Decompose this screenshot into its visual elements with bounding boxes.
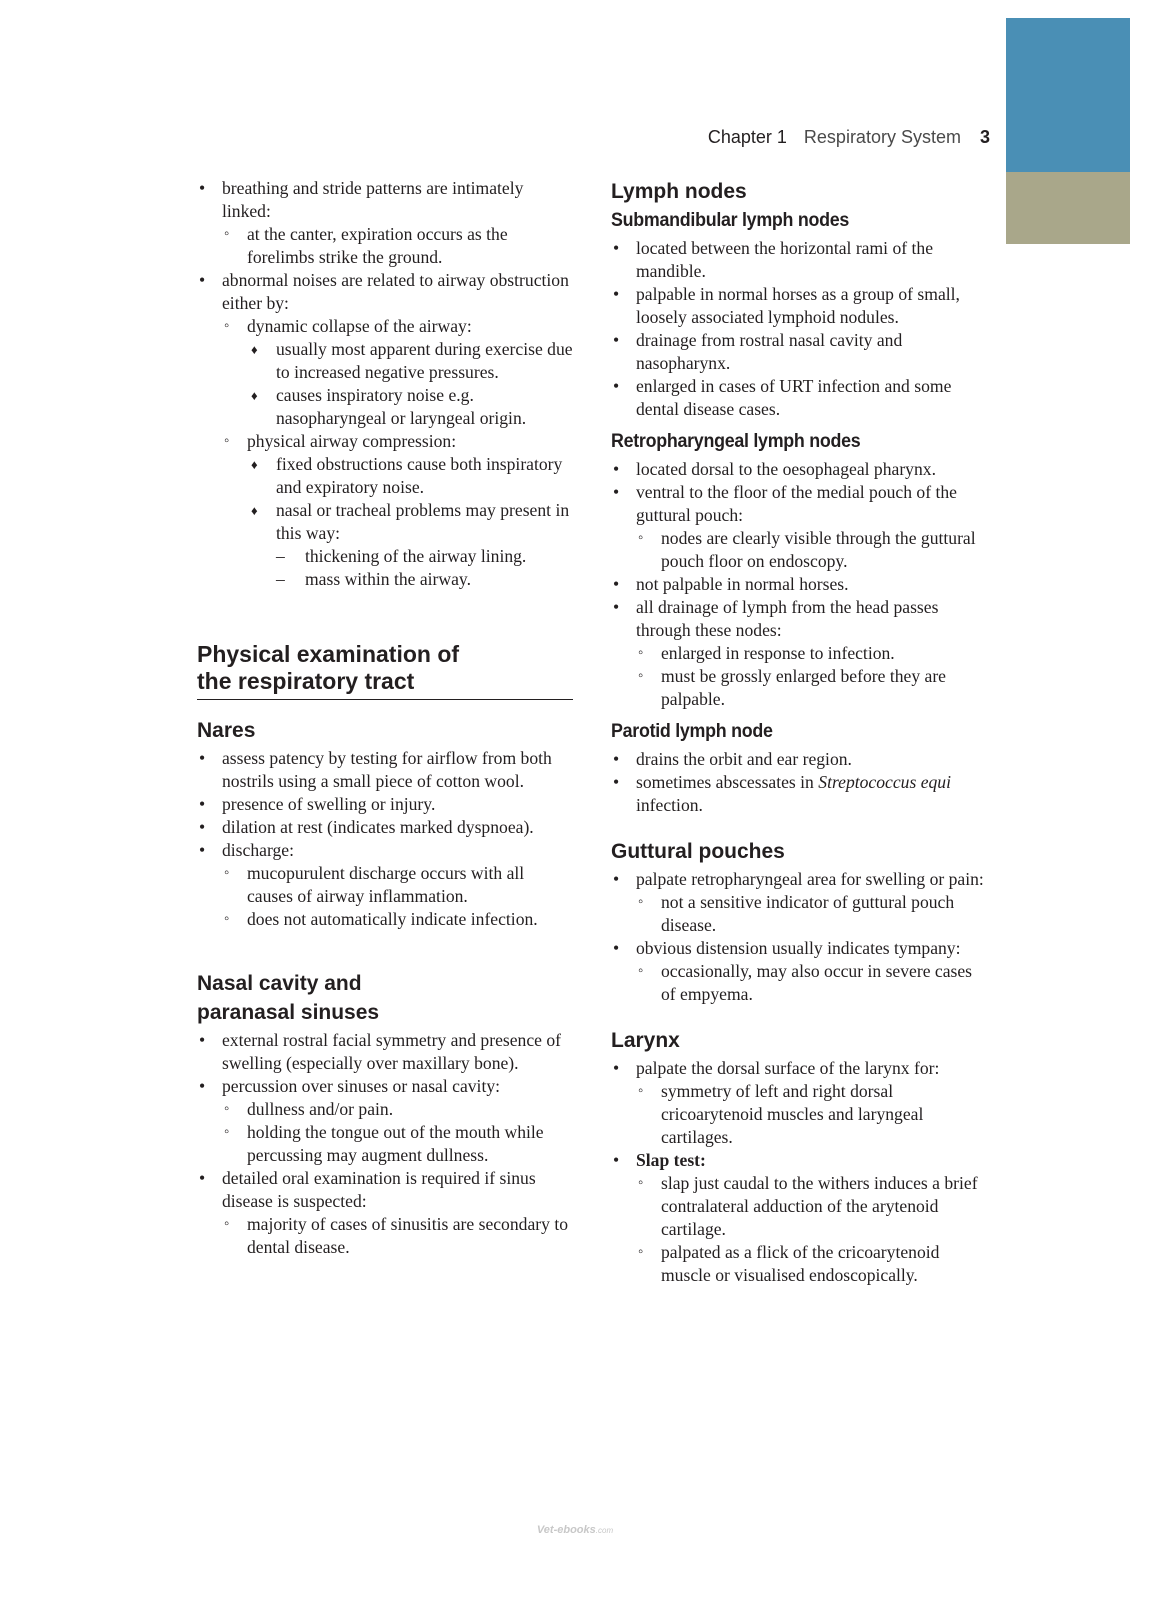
heading-larynx: Larynx — [611, 1029, 680, 1052]
list-item: • located between the horizontal rami of the mandible. — [611, 237, 988, 283]
section-label: Respiratory System — [803, 127, 961, 147]
list-item: • sometimes abscessates in Streptococcus equi infection. — [611, 771, 988, 817]
chapter-label: Chapter 1 — [707, 127, 787, 147]
watermark-logo: Vet-ebooks.com — [536, 1524, 614, 1536]
slap-test-label: Slap test: — [636, 1150, 706, 1170]
list-item: • enlarged in cases of URT infection and some dental disease cases. — [611, 375, 988, 421]
list-item: ◦ symmetry of left and right dorsal cricoarytenoid muscles and laryngeal cartilages. — [636, 1080, 988, 1149]
parotid-list — [611, 748, 988, 817]
list-item: ♦ causes inspiratory noise e.g. nasopharyngeal or laryngeal origin. — [247, 384, 573, 430]
heading-nasal-cavity: Nasal cavity and paranasal sinuses — [197, 972, 380, 1024]
heading-retropharyngeal: Retropharyngeal lymph nodes — [611, 431, 861, 452]
list-item: ♦ usually most apparent during exercise due to increased negative pressures. — [247, 338, 573, 384]
guttural-list — [611, 868, 988, 1006]
chapter-tab-blue — [1006, 18, 1130, 172]
submandibular-list — [611, 237, 988, 421]
list-item: ◦ palpated as a flick of the cricoarytenoid muscle or visualised endoscopically. — [636, 1241, 988, 1287]
list-item: ◦ slap just caudal to the withers induces a brief contralateral adduction of the arytenoid cartilage. — [636, 1172, 988, 1241]
list-item: ◦ majority of cases of sinusitis are secondary to dental disease. — [222, 1213, 573, 1259]
list-item: • dilation at rest (indicates marked dyspnoea). — [197, 816, 573, 839]
running-head — [600, 127, 990, 148]
list-item: • drains the orbit and ear region. — [611, 748, 988, 771]
heading-parotid: Parotid lymph node — [611, 721, 773, 742]
larynx-list — [611, 1057, 988, 1287]
list-item: • external rostral facial symmetry and presence of swelling (especially over maxillary bone). — [197, 1029, 573, 1075]
list-item: ◦ mucopurulent discharge occurs with all causes of airway inflammation. — [222, 862, 573, 908]
list-item: ♦ fixed obstructions cause both inspiratory and expiratory noise. — [247, 453, 573, 499]
list-item: ◦ dullness and/or pain. — [222, 1098, 573, 1121]
list-item: • obvious distension usually indicates tympany: ◦ occasionally, may also occur in severe cases of empyema. — [611, 937, 988, 1006]
intro-list — [197, 177, 573, 591]
left-column — [197, 177, 573, 1259]
list-item: ◦ enlarged in response to infection. — [636, 642, 988, 665]
list-item: ◦ holding the tongue out of the mouth while percussing may augment dullness. — [222, 1121, 573, 1167]
list-item: ◦ physical airway compression: ♦ fixed obstructions cause both inspiratory and expiratory noise. ♦ nasal or tracheal problems may present in this way: – thickening of the airway lining. – mass within the airway. — [222, 430, 573, 591]
list-item: ◦ occasionally, may also occur in severe cases of empyema. — [636, 960, 988, 1006]
heading-guttural-pouches: Guttural pouches — [611, 840, 785, 863]
heading-lymph-nodes: Lymph nodes — [611, 180, 747, 203]
list-item: ◦ at the canter, expiration occurs as the forelimbs strike the ground. — [222, 223, 573, 269]
species-name: Streptococcus equi — [818, 772, 951, 792]
list-item: • not palpable in normal horses. — [611, 573, 988, 596]
list-item: • percussion over sinuses or nasal cavity: ◦ dullness and/or pain. ◦ holding the tongue out of the mouth while percussing may augment dullness. — [197, 1075, 573, 1167]
list-item: ◦ not a sensitive indicator of guttural pouch disease. — [636, 891, 988, 937]
list-item: ◦ must be grossly enlarged before they are palpable. — [636, 665, 988, 711]
list-item: • abnormal noises are related to airway obstruction either by: ◦ dynamic collapse of the airway: ♦ usually most apparent during exercise due to increased negative pressures. ♦ causes inspiratory noise e.g. nasopharyngeal or laryngeal origin. ◦ physical airway compression: ♦ fixed obstructions cause both inspiratory and expiratory noise. ♦ nasal or tracheal problems may present in this way: – thickening of the airway lining. – mass within the airway. — [197, 269, 573, 591]
list-item: • assess patency by testing for airflow from both nostrils using a small piece of cotton wool. — [197, 747, 573, 793]
list-item: • drainage from rostral nasal cavity and nasopharynx. — [611, 329, 988, 375]
right-column — [611, 177, 988, 1287]
list-item: • palpable in normal horses as a group of small, loosely associated lymphoid nodules. — [611, 283, 988, 329]
heading-submandibular: Submandibular lymph nodes — [611, 210, 850, 231]
list-item: • breathing and stride patterns are intimately linked: ◦ at the canter, expiration occurs as the forelimbs strike the ground. — [197, 177, 573, 269]
list-item: – thickening of the airway lining. — [276, 545, 573, 568]
list-item: – mass within the airway. — [276, 568, 573, 591]
list-item: • discharge: ◦ mucopurulent discharge occurs with all causes of airway inflammation. ◦ does not automatically indicate infection. — [197, 839, 573, 931]
list-item: ◦ nodes are clearly visible through the guttural pouch floor on endoscopy. — [636, 527, 988, 573]
nares-list — [197, 747, 573, 931]
list-item: • palpate retropharyngeal area for swelling or pain: ◦ not a sensitive indicator of guttural pouch disease. — [611, 868, 988, 937]
heading-nares: Nares — [197, 719, 256, 742]
retropharyngeal-list — [611, 458, 988, 711]
nasal-list — [197, 1029, 573, 1259]
list-item: ◦ dynamic collapse of the airway: ♦ usually most apparent during exercise due to increased negative pressures. ♦ causes inspiratory noise e.g. nasopharyngeal or laryngeal origin. — [222, 315, 573, 430]
chapter-tab-tan — [1006, 172, 1130, 244]
list-item: • palpate the dorsal surface of the larynx for: ◦ symmetry of left and right dorsal cricoarytenoid muscles and laryngeal cartilages. — [611, 1057, 988, 1149]
list-item: ◦ does not automatically indicate infection. — [222, 908, 573, 931]
list-item: • all drainage of lymph from the head passes through these nodes: ◦ enlarged in response to infection. ◦ must be grossly enlarged before they are palpable. — [611, 596, 988, 711]
section-heading-physical-examination: Physical examination of the respiratory tract — [197, 641, 573, 700]
list-item: ♦ nasal or tracheal problems may present in this way: – thickening of the airway lining. – mass within the airway. — [247, 499, 573, 591]
list-item — [611, 1149, 988, 1287]
list-item: • presence of swelling or injury. — [197, 793, 573, 816]
list-item: • detailed oral examination is required if sinus disease is suspected: ◦ majority of cases of sinusitis are secondary to dental disease. — [197, 1167, 573, 1259]
list-item: • located dorsal to the oesophageal pharynx. — [611, 458, 988, 481]
page-number: 3 — [979, 127, 990, 147]
list-item: • ventral to the floor of the medial pouch of the guttural pouch: ◦ nodes are clearly visible through the guttural pouch floor on endoscopy. — [611, 481, 988, 573]
